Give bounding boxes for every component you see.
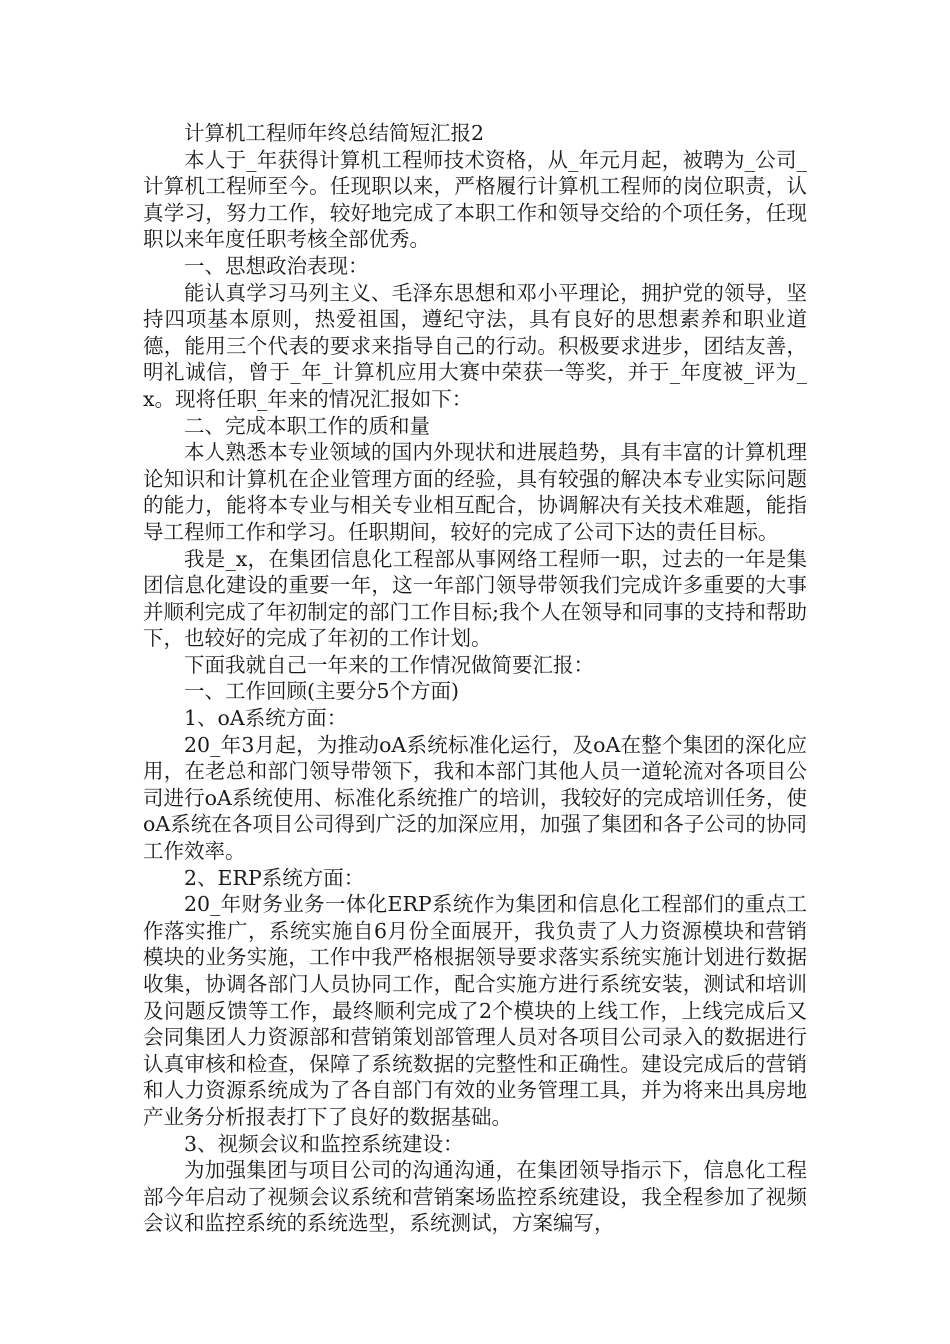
- paragraph: 本人于_年获得计算机工程师技术资格，从_年元月起，被聘为_公司_计算机工程师至今。任现职以来，严格履行计算机工程师的岗位职责，认真学习，努力工作，较好地完成了本职工作和领导交给的个项任务，任现职以来年度任职考核全部优秀。: [143, 147, 807, 252]
- section-heading: 一、工作回顾(主要分5个方面): [184, 679, 460, 704]
- document-body: [143, 120, 807, 1237]
- subsection-heading: 1、oA系统方面：: [184, 706, 348, 731]
- subsection-heading: 3、视频会议和监控系统建设：: [184, 1131, 464, 1156]
- document-title: 计算机工程师年终总结简短汇报2: [184, 121, 485, 145]
- paragraph: 下面我就自己一年来的工作情况做简要汇报：: [184, 652, 594, 677]
- subsection-heading: 2、ERP系统方面：: [184, 865, 365, 890]
- paragraph: 本人熟悉本专业领域的国内外现状和进展趋势，具有丰富的计算机理论知识和计算机在企业管理方面的经验，具有较强的解决本专业实际问题的能力，能将本专业与相关专业相互配合，协调解决有关技术难题，能指导工程师工作和学习。任职期间，较好的完成了公司下达的责任目标。: [143, 440, 807, 544]
- paragraph: 20_年3月起，为推动oA系统标准化运行，及oA在整个集团的深化应用，在老总和部门领导带领下，我和本部门其他人员一道轮流对各项目公司进行oA系统使用、标准化系统推广的培训，我较好的完成培训任务，使oA系统在各项目公司得到广泛的加深应用，加强了集团和各子公司的协同工作效率。: [143, 732, 807, 864]
- section-heading: 二、完成本职工作的质和量: [184, 413, 430, 438]
- section-heading: 一、思想政治表现：: [184, 253, 369, 278]
- paragraph: 为加强集团与项目公司的沟通沟通，在集团领导指示下，信息化工程部今年启动了视频会议系统和营销案场监控系统建设，我全程参加了视频会议和监控系统的系统选型，系统测试，方案编写，: [143, 1158, 807, 1236]
- paragraph: 20_年财务业务一体化ERP系统作为集团和信息化工程部们的重点工作落实推广，系统实施自6月份全面展开，我负责了人力资源模块和营销模块的业务实施，工作中我严格根据领导要求落实系统实施计划进行数据收集，协调各部门人员协同工作，配合实施方进行系统安装，测试和培训及问题反馈等工作，最终顺利完成了2个模块的上线工作，上线完成后又会同集团人力资源部和营销策划部管理人员对各项目公司录入的数据进行认真审核和检查，保障了系统数据的完整性和正确性。建设完成后的营销和人力资源系统成为了各自部门有效的业务管理工具，并为将来出具房地产业务分析报表打下了良好的数据基础。: [143, 892, 807, 1129]
- paragraph: 我是_x，在集团信息化工程部从事网络工程师一职，过去的一年是集团信息化建设的重要一年，这一年部门领导带领我们完成许多重要的大事并顺利完成了年初制定的部门工作目标;我个人在领导和同事的支持和帮助下，也较好的完成了年初的工作计划。: [143, 546, 807, 651]
- paragraph: 能认真学习马列主义、毛泽东思想和邓小平理论，拥护党的领导，坚持四项基本原则，热爱祖国，遵纪守法，具有良好的思想素养和职业道德，能用三个代表的要求来指导自己的行动。积极要求进步，团结友善，明礼诚信，曾于_年_计算机应用大赛中荣获一等奖，并于_年度被_评为_x。现将任职_年来的情况汇报如下：: [143, 280, 807, 411]
